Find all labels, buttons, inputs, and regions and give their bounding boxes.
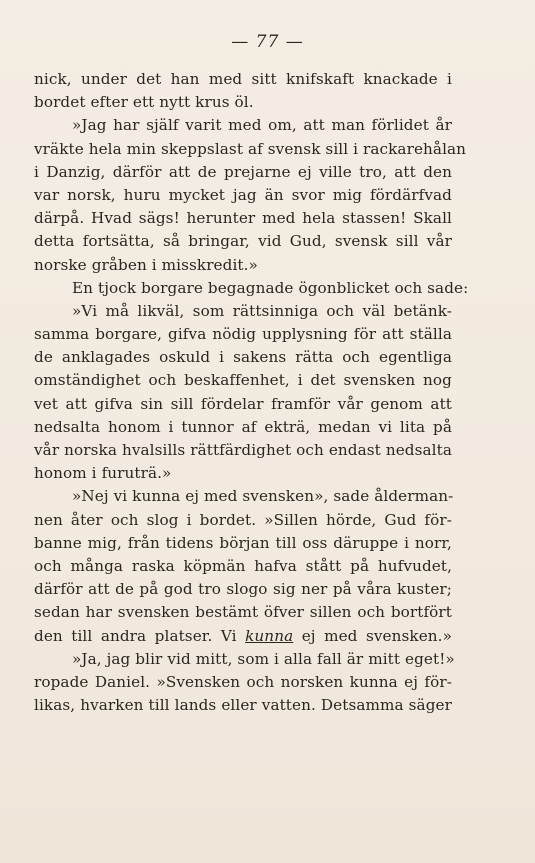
text-line: detta fortsätta, så bringar, vid Gud, svensk sill vår <box>34 232 452 251</box>
text-line <box>34 625 452 648</box>
text-line: nen åter och slog i bordet. »Sillen hörde, Gud för- <box>34 510 452 529</box>
text-line: de anklagades oskuld i sakens rätta och egentliga <box>34 348 452 367</box>
text-line: honom i furuträ.» <box>34 464 172 483</box>
page-number: — 77 — <box>231 32 304 52</box>
text-line: därpå. Hvad sägs! herunter med hela stassen! Skall <box>34 209 452 228</box>
text-line: vet att gifva sin sill fördelar framför vår genom att <box>34 394 452 413</box>
text-segment: den till andra platser. Vi <box>34 626 246 645</box>
text-line: banne mig, från tidens början till oss däruppe i norr, <box>34 533 452 552</box>
text-line: var norsk, huru mycket jag än svor mig fördärfvad <box>34 185 452 204</box>
text-line: och många raska köpmän hafva stått på hufvudet, <box>34 556 452 575</box>
text-line: i Danzig, därför att de prejarne ej ville tro, att den <box>34 162 452 181</box>
emphasized-word: kunna <box>245 626 294 645</box>
text-line: nick, under det han med sitt knifskaft knackade i <box>34 70 452 88</box>
text-line: därför att de på god tro slogo sig ner på våra kuster; <box>34 580 452 599</box>
text-line: vräkte hela min skeppslast af svensk sill i rackarehålan <box>34 139 467 158</box>
text-line: »Ja, jag blir vid mitt, som i alla fall är mitt eget!» <box>72 649 455 668</box>
text-line: norske gråben i misskredit.» <box>34 255 258 274</box>
text-line: nedsalta honom i tunnor af ekträ, medan vi lita på <box>34 417 452 436</box>
text-line: En tjock borgare begagnade ögonblicket och sade: <box>72 278 469 297</box>
text-line: »Nej vi kunna ej med svensken», sade ålderman- <box>72 487 454 506</box>
text-line: vår norska hvalsills rättfärdighet och endast nedsalta <box>34 441 452 459</box>
text-segment: ej med svensken.» <box>293 626 453 645</box>
text-line: »Jag har själf varit med om, att man förlidet år <box>72 116 452 135</box>
body-text <box>34 68 469 717</box>
text-line: sedan har svensken bestämt öfver sillen och bortfört <box>34 603 452 622</box>
text-line: bordet efter ett nytt krus öl. <box>34 93 254 112</box>
text-line: omständighet och beskaffenhet, i det svensken nog <box>34 371 452 390</box>
text-line: samma borgare, gifva nödig upplysning för att ställa <box>34 325 452 344</box>
text-line: »Vi må likväl, som rättsinniga och väl betänk- <box>72 301 452 320</box>
text-line: likas, hvarken till lands eller vatten. Detsamma säger <box>34 696 452 715</box>
text-line: ropade Daniel. »Svensken och norsken kunna ej för- <box>34 672 452 691</box>
